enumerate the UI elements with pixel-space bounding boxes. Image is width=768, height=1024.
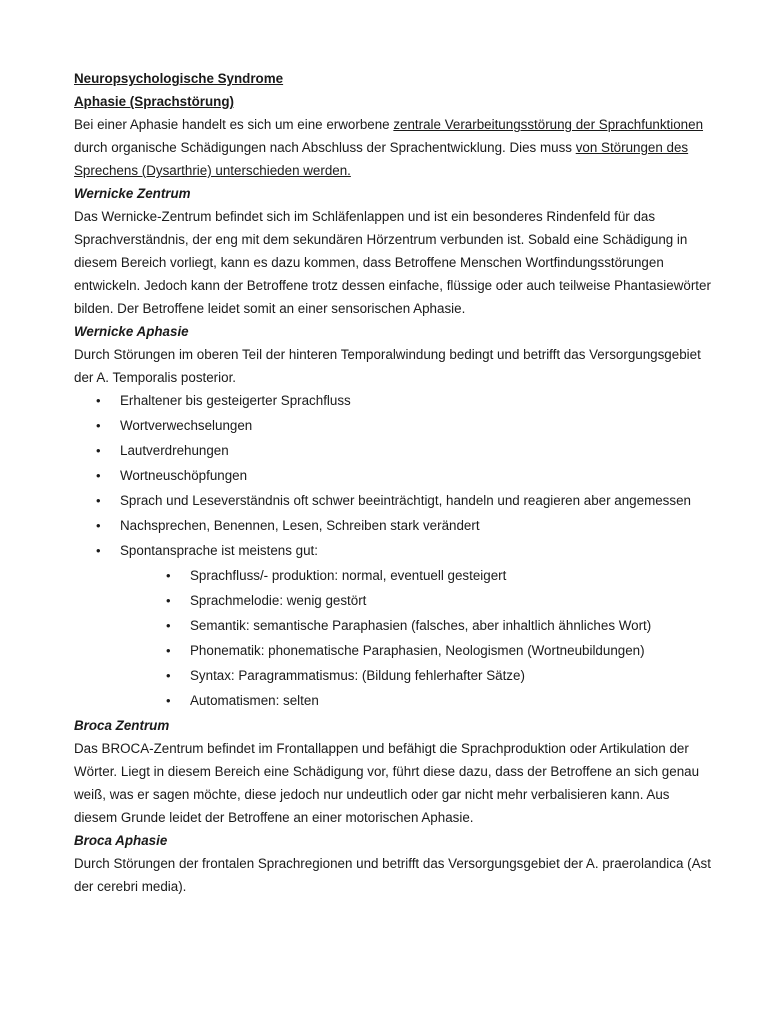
document-title: Neuropsychologische Syndrome [74, 71, 284, 86]
section-heading-broca-zentrum: Broca Zentrum [74, 718, 170, 733]
bullet-icon: • [166, 668, 171, 683]
section-heading-broca-aphasie: Broca Aphasie [74, 833, 168, 848]
list-item-text: Nachsprechen, Benennen, Lesen, Schreiben stark verändert [120, 518, 480, 533]
list-item [74, 489, 714, 512]
wernicke-zentrum-paragraph: Das Wernicke-Zentrum befindet sich im Schläfenlappen und ist ein besonderes Rindenfeld für das Sprachverständnis, der eng mit dem sekundären Hörzentrum verbunden ist. Sobald eine Schädigung in diesem Bereich vorliegt, kann es dazu kommen, dass Betroffene Menschen Wortfindungsstörungen entwickeln. Jedoch kann der Betroffene trotz dessen einfache, flüssige oder auch teilweise Phantasiewörter bilden. Der Betroffene leidet somit an einer sensorischen Aphasie. [74, 209, 711, 316]
intro-underlined-1: zentrale Verarbeitungsstörung der Sprachfunktionen [393, 117, 704, 132]
section-heading-wernicke-aphasie: Wernicke Aphasie [74, 324, 189, 339]
sub-list-item-text: Phonematik: phonematische Paraphasien, Neologismen (Wortneubildungen) [190, 643, 645, 658]
list-item [74, 414, 714, 437]
list-item [74, 439, 714, 462]
bullet-icon: • [166, 643, 171, 658]
list-item [74, 389, 714, 412]
broca-zentrum-paragraph: Das BROCA-Zentrum befindet im Frontallappen und befähigt die Sprachproduktion oder Artikulation der Wörter. Liegt in diesem Bereich eine Schädigung vor, führt diese dazu, dass der Betroffene an sich genau weiß, was er sagen möchte, diese jedoch nur undeutlich oder gar nicht mehr verbalisieren kann. Aus diesem Grunde leidet der Betroffene an einer motorischen Aphasie. [74, 741, 700, 825]
wernicke-aphasie-paragraph: Durch Störungen im oberen Teil der hinteren Temporalwindung bedingt und betrifft das Versorgungsgebiet der A. Temporalis posterior. [74, 347, 701, 385]
spontansprache-sublist [120, 564, 714, 712]
intro-underlined-2: von Störungen des Sprechens (Dysarthrie) unterschieden werden. [74, 140, 689, 178]
sub-list-item [74, 564, 714, 587]
bullet-icon: • [166, 693, 171, 708]
sub-list-item-text: Sprachfluss/- produktion: normal, eventuell gesteigert [190, 568, 507, 583]
list-item-text: Sprach und Leseverständnis oft schwer beeinträchtigt, handeln und reagieren aber angemessen [120, 493, 691, 508]
sub-list-item [74, 689, 714, 712]
sub-list-item [74, 589, 714, 612]
list-item-text: Wortneuschöpfungen [120, 468, 248, 483]
sub-list-item [74, 664, 714, 687]
bullet-icon: • [96, 393, 101, 408]
intro-text-2: durch organische Schädigungen nach Abschluss der Sprachentwicklung. Dies muss [74, 140, 576, 155]
bullet-icon: • [96, 468, 101, 483]
broca-aphasie-paragraph: Durch Störungen der frontalen Sprachregionen und betrifft das Versorgungsgebiet der A. praerolandica (Ast der cerebri media). [74, 856, 711, 894]
list-item-text: Spontansprache ist meistens gut: [120, 543, 318, 558]
sub-list-item-text: Syntax: Paragrammatismus: (Bildung fehlerhafter Sätze) [190, 668, 525, 683]
list-item-text: Lautverdrehungen [120, 443, 229, 458]
intro-paragraph [74, 113, 714, 182]
section-heading-aphasie: Aphasie (Sprachstörung) [74, 94, 234, 109]
sub-list-item-text: Sprachmelodie: wenig gestört [190, 593, 367, 608]
list-item [74, 514, 714, 537]
list-item-text: Erhaltener bis gesteigerter Sprachfluss [120, 393, 351, 408]
sub-list-item [74, 639, 714, 662]
list-item [74, 464, 714, 487]
sub-list-item [74, 614, 714, 637]
bullet-icon: • [96, 418, 101, 433]
list-item [74, 539, 714, 712]
bullet-icon: • [96, 518, 101, 533]
bullet-icon: • [166, 618, 171, 633]
bullet-icon: • [96, 443, 101, 458]
bullet-icon: • [166, 568, 171, 583]
section-heading-wernicke-zentrum: Wernicke Zentrum [74, 186, 191, 201]
bullet-icon: • [96, 543, 101, 558]
bullet-icon: • [96, 493, 101, 508]
bullet-icon: • [166, 593, 171, 608]
wernicke-aphasie-list [74, 389, 714, 712]
document-page [74, 67, 714, 898]
list-item-text: Wortverwechselungen [120, 418, 253, 433]
sub-list-item-text: Semantik: semantische Paraphasien (falsches, aber inhaltlich ähnliches Wort) [190, 618, 652, 633]
intro-text-1: Bei einer Aphasie handelt es sich um eine erworbene [74, 117, 394, 132]
sub-list-item-text: Automatismen: selten [190, 693, 319, 708]
